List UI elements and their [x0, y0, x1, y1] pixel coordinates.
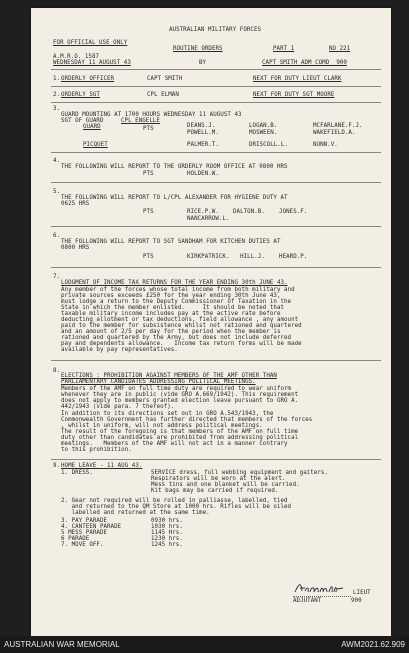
- gear-line: and returned to the QM Store at 1000 hrs. Rifles will be oiled: [61, 504, 292, 510]
- signatory-rank: LIEUT: [353, 590, 371, 596]
- tax-line: pay and dependents allowance. Income tax return forms will be made: [61, 341, 302, 347]
- picquet-label: PICQUET: [83, 142, 108, 148]
- schedule-label: 3. PAY PARADE: [61, 518, 108, 524]
- schedule-label: 4. CANTEEN PARADE: [61, 524, 122, 530]
- elections-line: does not apply to members granted election leave pursuant to GRO A.: [61, 398, 299, 404]
- divider: [51, 459, 381, 460]
- duty-name: CPL ELMAN: [147, 92, 179, 98]
- item-names: KIRKPATRICK. HILL.J. HEARD.P.: [187, 254, 308, 260]
- tax-line: taxable military income includes pay at the active rate before: [61, 311, 281, 317]
- item-text: 0625 HRS: [61, 201, 90, 207]
- schedule-label: 7. MOVE OFF.: [61, 542, 104, 548]
- guard-label: GUARD: [83, 124, 101, 130]
- tax-title: LODGMENT OF INCOME TAX RETURNS FOR THE YEAR ENDING 30th JUNE 43.: [61, 280, 288, 286]
- guard-name: WAKEFIELD.A.: [313, 130, 356, 136]
- schedule-label: 6 PARADE: [61, 536, 90, 542]
- divider: [51, 182, 381, 183]
- sgt-of-guard-name: CPL ENGELLE: [121, 118, 160, 124]
- elections-title: ELECTIONS : PROHIBITION AGAINST MEMBERS OF THE AMF OTHER THAN: [61, 373, 277, 379]
- picquet-name: DRISCOLL.L.: [249, 142, 288, 148]
- elections-title: PARLIAMENTARY CANDIDATES ADDRESSING POLITICAL MEETINGS.: [61, 379, 256, 385]
- schedule-time: 0930 hrs.: [151, 518, 183, 524]
- tax-line: must lodge a return to the Deputy Commissioner of Taxation in the: [61, 299, 292, 305]
- gear-line: 2. Gear not required will be rolled in palliasse, labelled, tied: [61, 498, 288, 504]
- item-names: NANCARROW.L.: [187, 216, 230, 222]
- elections-line: to this prohibition.: [61, 447, 132, 453]
- elections-line: duty other than candidates are prohibited from addressing political: [61, 435, 299, 441]
- item-names: HOLDEN.W.: [187, 171, 219, 177]
- elections-line: Members of the AMF on full time duty are required to wear uniform: [61, 386, 292, 392]
- duty-next: NEXT FOR DUTY LIEUT CLARK: [253, 76, 342, 82]
- item-number: 9.: [53, 463, 61, 469]
- duty-title: ORDERLY SGT: [61, 92, 100, 98]
- item-number: 3.: [53, 106, 61, 112]
- duty-title: ORDERLY OFFICER: [61, 76, 115, 82]
- item-text: THE FOLLOWING WILL REPORT TO THE ORDERLY ROOM OFFICE AT 0800 HRS: [61, 164, 288, 170]
- gear-line: labelled and returned at the same time.: [61, 510, 210, 516]
- guard-name: LOGAN.B.: [249, 123, 278, 129]
- signatory-number: 900: [351, 598, 362, 604]
- tax-line: rationed and quartered by the Army, but does not include deferred: [61, 335, 292, 341]
- commander: CAPT SMITH ADM COMD 900: [262, 60, 347, 66]
- schedule-label: 5 MESS PARADE: [61, 530, 108, 536]
- document-page: [31, 8, 391, 636]
- footer-bar: [0, 636, 409, 653]
- pts-label: PTS: [143, 254, 154, 260]
- dress-line: Kit bags may be carried if required.: [151, 488, 279, 494]
- tax-line: available by pay representatives.: [61, 347, 178, 353]
- item-text: THE FOLLOWING WILL REPORT TO SGT SANDHAM FOR KITCHEN DUTIES AT: [61, 239, 281, 245]
- tax-line: private sources exceeds £250 for the year ending 30th June 43,: [61, 293, 281, 299]
- item-text: THE FOLLOWING WILL REPORT TO L/CPL ALEXANDER FOR HYGIENE DUTY AT: [61, 195, 288, 201]
- pts-label: PTS: [143, 209, 154, 215]
- footer-source: AUSTRALIAN WAR MEMORIAL: [4, 640, 120, 649]
- order-number: NO 221: [329, 46, 351, 52]
- guard-name: MOSWEEN.: [249, 130, 278, 136]
- item-number: 2.: [53, 92, 61, 98]
- elections-line: In addition to its directions set out in GRO A.543/1943, the: [61, 411, 274, 417]
- divider: [51, 226, 381, 227]
- dress-line: Respirators will be worn at the alert.: [151, 476, 286, 482]
- guard-name: POWELL.M.: [187, 130, 219, 136]
- elections-line: whenever they are in public (vide GRO A.669/1942). This requirement: [61, 392, 299, 398]
- force-title: AUSTRALIAN MILITARY FORCES: [169, 27, 262, 33]
- guard-name: MCFARLANE.F.J.: [313, 123, 363, 129]
- schedule-time: 1230 hrs.: [151, 536, 183, 542]
- dress-line: Mess tins and one blanket will be carried.: [151, 482, 300, 488]
- order-date: WEDNESDAY 11 AUGUST 43: [53, 60, 131, 66]
- duty-next: NEXT FOR DUTY SGT MOORE: [253, 92, 335, 98]
- item-number: 6.: [53, 233, 61, 239]
- divider: [51, 267, 381, 268]
- picquet-name: PALMER.T.: [187, 142, 219, 148]
- item-number: 7.: [53, 274, 61, 280]
- tax-line: and an amount of 2/5 per day for the period when the member is: [61, 329, 281, 335]
- divider: [51, 86, 381, 87]
- elections-line: meetings. Members of the AMF will not act in a manner contrary: [61, 441, 288, 447]
- routine-orders-label: ROUTINE ORDERS: [173, 46, 223, 52]
- schedule-time: 1245 hrs.: [151, 542, 183, 548]
- item-number: 5.: [53, 189, 61, 195]
- item-number: 4.: [53, 158, 61, 164]
- item-names: RICE.P.W. DALTON.B. JONES.F.: [187, 209, 308, 215]
- schedule-time: 1145 Hrs.: [151, 530, 183, 536]
- picquet-name: NUNN.V.: [313, 142, 338, 148]
- guard-heading: GUARD MOUNTING AT 1700 HOURS WEDNESDAY 11 AUGUST 43: [61, 112, 242, 118]
- official-use-label: FOR OFFICIAL USE ONLY: [53, 40, 128, 46]
- elections-line: The result of the foregoing is that members of the AMF on full time: [61, 429, 299, 435]
- item-text: 0800 HRS: [61, 245, 90, 251]
- duty-name: CAPT SMITH: [147, 76, 183, 82]
- item-number: 1.: [53, 76, 61, 82]
- leave-title: HOME LEAVE - 11 AUG 43.: [61, 463, 143, 469]
- tax-line: State in which the member enlisted. It should be noted that: [61, 305, 285, 311]
- signature-line: [293, 596, 351, 597]
- by-label: BY: [199, 60, 207, 66]
- tax-line: paid to the member for subsistence whilst not rationed and quartered: [61, 323, 302, 329]
- part-label: PART 1: [273, 46, 295, 52]
- elections-line: , whilst in uniform, will not address political meetings.: [61, 423, 263, 429]
- elections-line: Commonwealth Government has further directed that members of the forces: [61, 417, 313, 423]
- signatory-title: ADJUTANT: [293, 598, 322, 604]
- tax-line: deducting allotment or tax deductions, field allowance , any amount: [61, 317, 299, 323]
- handwritten-signature: [293, 581, 345, 595]
- pts-label: PTS: [143, 126, 154, 132]
- dress-label: 1. DRESS.: [61, 470, 93, 476]
- guard-name: DEANS.J.: [187, 123, 216, 129]
- divider: [51, 152, 381, 153]
- item-number: 8.: [53, 368, 61, 374]
- footer-accession: AWM2021.62.909: [341, 640, 405, 649]
- divider: [51, 69, 381, 70]
- unit-ref: A.M.R.O. 1587: [53, 54, 100, 60]
- elections-line: 442/1943 (vide para. 7 thereof).: [61, 404, 175, 410]
- tax-line: Any member of the forces whose total income from both military and: [61, 287, 295, 293]
- schedule-time: 1030 hrs.: [151, 524, 183, 530]
- dress-line: SERVICE dress, full webbing equipment and gaiters.: [151, 470, 329, 476]
- divider: [51, 102, 381, 103]
- sgt-of-guard-label: SGT OF GUARD: [61, 118, 104, 124]
- pts-label: PTS: [143, 171, 154, 177]
- divider: [51, 360, 381, 361]
